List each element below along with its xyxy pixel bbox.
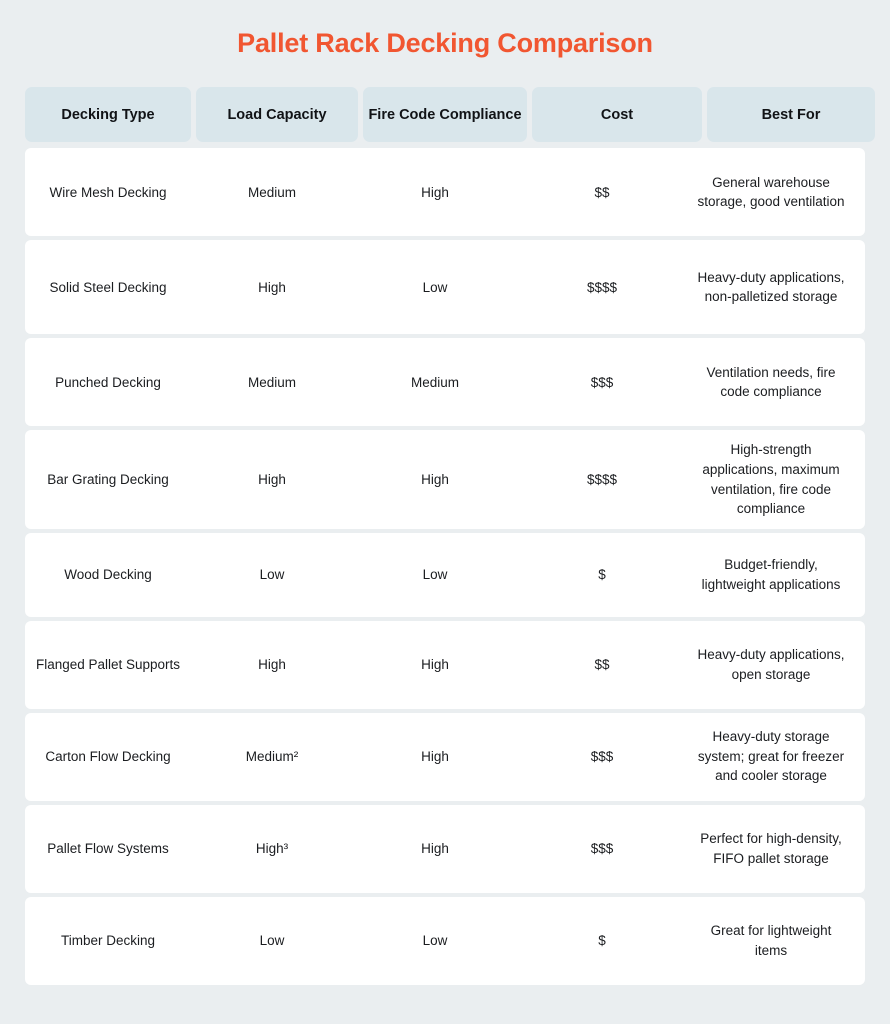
column-header-decking-type: Decking Type bbox=[25, 87, 191, 142]
cell-cost: $$$ bbox=[590, 748, 614, 764]
cell-load-capacity: High bbox=[258, 279, 286, 295]
cell-load-capacity: Low bbox=[259, 932, 285, 948]
cell-best-for: Great for lightweight items bbox=[710, 923, 832, 958]
cell-decking-type: Carton Flow Decking bbox=[45, 748, 171, 764]
table-header-row bbox=[25, 87, 865, 142]
cell-decking-type: Bar Grating Decking bbox=[47, 471, 169, 487]
cell-load-capacity: Low bbox=[259, 566, 285, 582]
cell-cost: $$$$ bbox=[586, 471, 618, 487]
comparison-table bbox=[25, 59, 865, 984]
cell-cost: $$$ bbox=[590, 374, 614, 390]
cell-cost: $$$$ bbox=[586, 279, 618, 295]
column-header-cost: Cost bbox=[532, 87, 702, 142]
cell-best-for: Budget-friendly, lightweight applications bbox=[701, 557, 841, 592]
cell-fire-code-compliance: Medium bbox=[410, 374, 459, 390]
cell-fire-code-compliance: High bbox=[421, 184, 449, 200]
cell-decking-type: Flanged Pallet Supports bbox=[35, 656, 181, 672]
column-header-load-capacity: Load Capacity bbox=[196, 87, 358, 142]
cell-decking-type: Wire Mesh Decking bbox=[49, 184, 167, 200]
cell-best-for: Heavy-duty applications, open storage bbox=[697, 647, 845, 682]
table-row bbox=[25, 897, 865, 985]
page-title: Pallet Rack Decking Comparison bbox=[237, 28, 653, 58]
table-row bbox=[25, 533, 865, 617]
table-row bbox=[25, 621, 865, 709]
cell-cost: $$$ bbox=[590, 840, 614, 856]
cell-fire-code-compliance: High bbox=[421, 748, 449, 764]
cell-load-capacity: Medium bbox=[247, 184, 296, 200]
table-row bbox=[25, 805, 865, 893]
cell-decking-type: Pallet Flow Systems bbox=[47, 840, 169, 856]
cell-cost: $$ bbox=[594, 656, 610, 672]
cell-best-for: Ventilation needs, fire code compliance bbox=[706, 364, 836, 400]
table-row bbox=[25, 713, 865, 801]
cell-cost: $ bbox=[598, 932, 606, 948]
table-body bbox=[25, 148, 865, 984]
cell-cost: $ bbox=[598, 566, 606, 582]
table-row bbox=[25, 148, 865, 236]
cell-decking-type: Punched Decking bbox=[55, 374, 161, 390]
cell-best-for: General warehouse storage, good ventilation bbox=[697, 174, 845, 210]
cell-fire-code-compliance: Low bbox=[422, 932, 448, 948]
cell-load-capacity: High³ bbox=[255, 840, 289, 856]
cell-decking-type: Solid Steel Decking bbox=[49, 279, 167, 295]
cell-fire-code-compliance: Low bbox=[422, 279, 448, 295]
cell-load-capacity: High bbox=[258, 471, 286, 487]
cell-load-capacity: Medium bbox=[247, 374, 296, 390]
table-row bbox=[25, 240, 865, 334]
column-header-best-for: Best For bbox=[707, 87, 875, 142]
cell-decking-type: Wood Decking bbox=[64, 566, 152, 582]
cell-best-for: Heavy-duty applications, non-palletized storage bbox=[697, 269, 845, 305]
cell-best-for: Heavy-duty storage system; great for freezer and cooler storage bbox=[697, 729, 845, 784]
table-row bbox=[25, 338, 865, 426]
cell-load-capacity: High bbox=[258, 656, 286, 672]
cell-best-for: High-strength applications, maximum ventilation, fire code compliance bbox=[702, 442, 840, 517]
cell-cost: $$ bbox=[594, 184, 610, 200]
cell-decking-type: Timber Decking bbox=[60, 932, 156, 948]
cell-fire-code-compliance: High bbox=[421, 840, 449, 856]
cell-best-for: Perfect for high-density, FIFO pallet storage bbox=[700, 831, 842, 866]
cell-fire-code-compliance: Low bbox=[422, 566, 448, 582]
cell-fire-code-compliance: High bbox=[421, 656, 449, 672]
column-header-fire-code-compliance: Fire Code Compliance bbox=[363, 87, 527, 142]
cell-load-capacity: Medium² bbox=[245, 748, 299, 764]
cell-fire-code-compliance: High bbox=[421, 471, 449, 487]
table-row bbox=[25, 430, 865, 528]
